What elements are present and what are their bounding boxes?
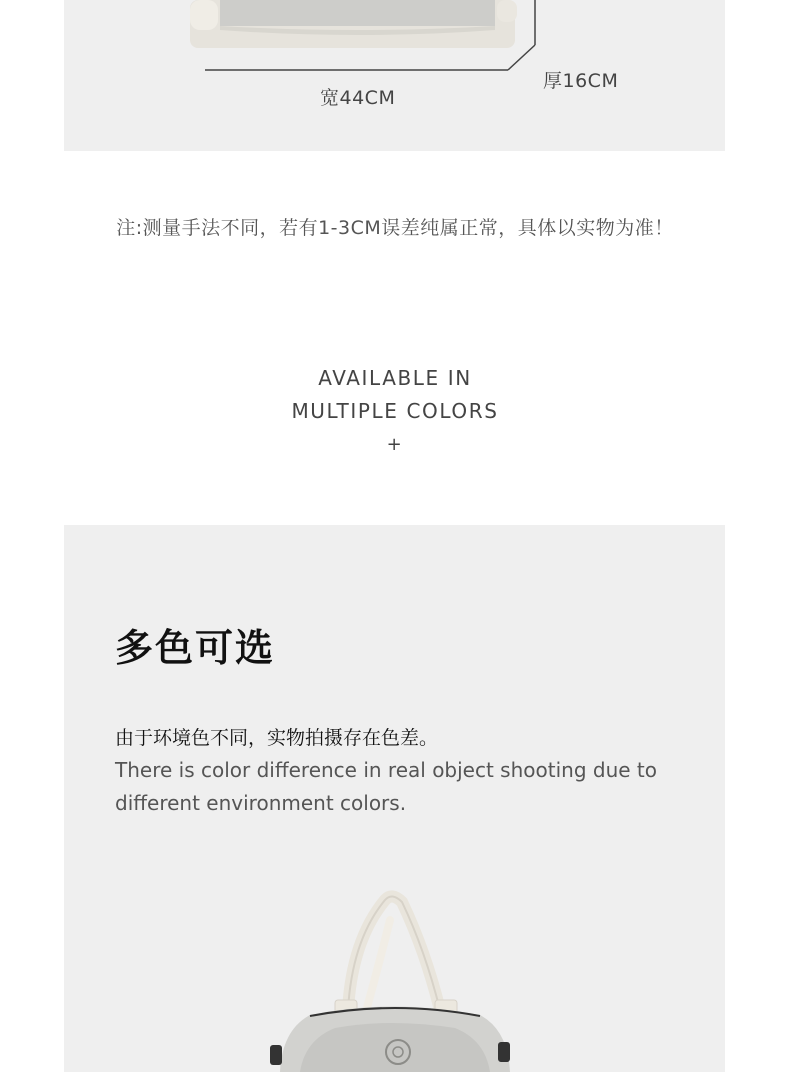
available-line-2: MULTIPLE COLORS	[291, 399, 499, 423]
side-clip-left	[270, 1045, 282, 1065]
bag-dimension-illustration	[0, 0, 790, 151]
plus-icon: +	[386, 434, 404, 455]
bag-handles	[348, 896, 440, 1015]
colors-description-en: There is color difference in real object shooting due to different environment colors.	[115, 758, 657, 815]
bag-bottom-edge-image	[190, 0, 517, 48]
available-colors-banner	[0, 362, 790, 461]
width-dimension-label: 宽44CM	[320, 87, 396, 109]
measurement-note: 注:测量手法不同，若有1-3CM误差纯属正常，具体以实物为准！	[116, 217, 674, 239]
available-line-1: AVAILABLE IN	[318, 366, 472, 390]
colors-description-cn: 由于环境色不同，实物拍摄存在色差。	[115, 727, 439, 749]
side-clip-right	[498, 1042, 510, 1062]
depth-dimension-label: 厚16CM	[543, 70, 619, 92]
bag-product-image	[240, 880, 550, 1072]
colors-heading: 多色可选	[115, 626, 276, 670]
